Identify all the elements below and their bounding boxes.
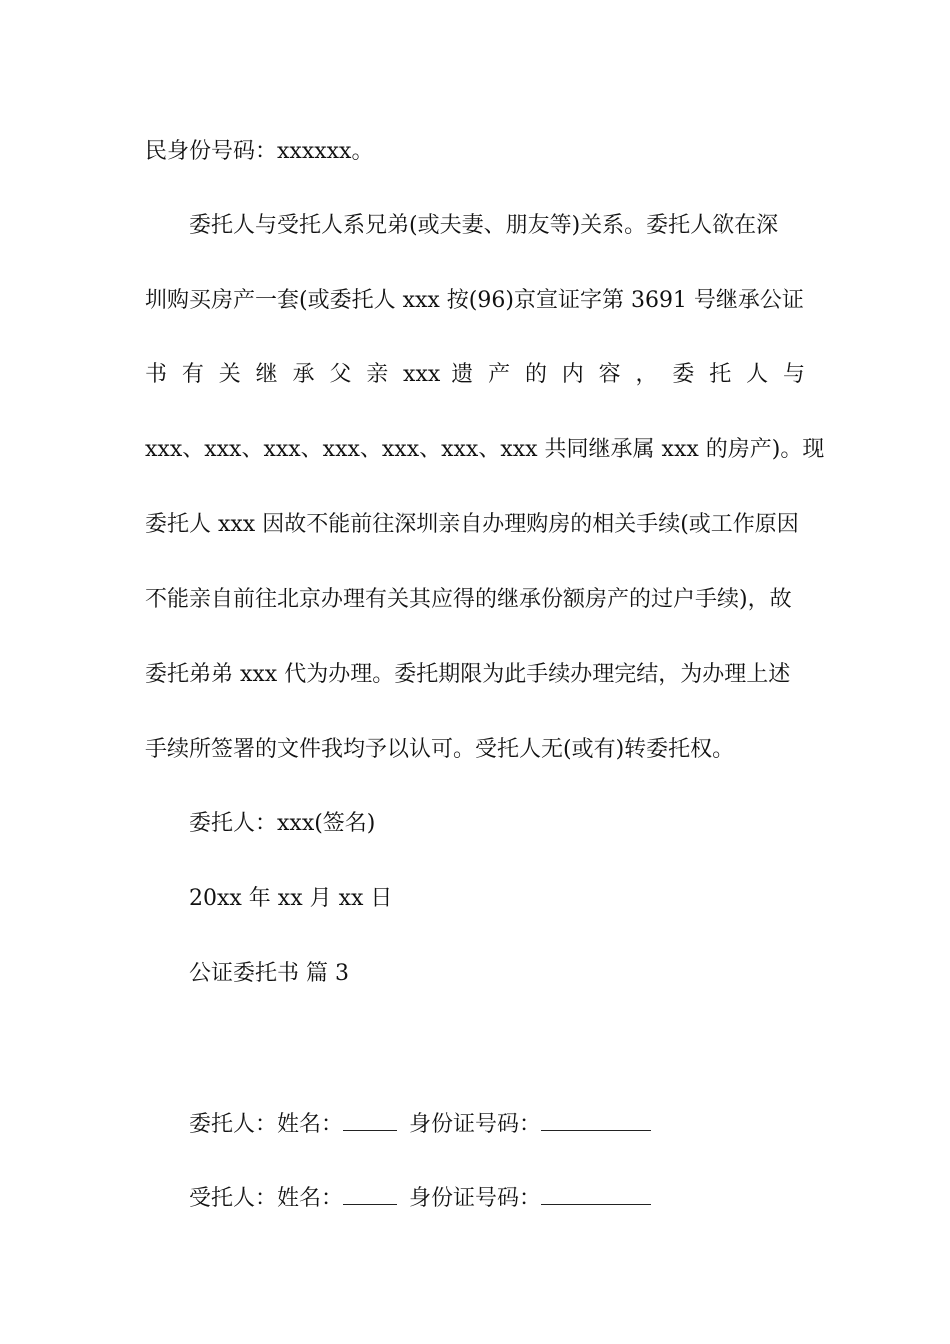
text-line-5: xxx、xxx、xxx、xxx、xxx、xxx、xxx 共同继承属 xxx 的房产)。现: [145, 437, 825, 462]
text-line-6: 委托人 xxx 因故不能前往深圳亲自办理购房的相关手续(或工作原因: [145, 512, 799, 537]
text-line-9: 手续所签署的文件我均予以认可。受托人无(或有)转委托权。: [145, 737, 735, 762]
signature-line: 委托人：xxx(签名): [189, 811, 376, 836]
text-line-1: 民身份号码：xxxxxx。: [145, 139, 374, 164]
agent-id-blank[interactable]: [541, 1182, 651, 1205]
text-line-2: 委托人与受托人系兄弟(或夫妻、朋友等)关系。委托人欲在深: [189, 213, 779, 238]
principal-name-blank[interactable]: [343, 1108, 397, 1131]
text-line-3: 圳购买房产一套(或委托人 xxx 按(96)京宣证字第 3691 号继承公证: [145, 288, 804, 313]
agent-name-label: 受托人：姓名：: [189, 1186, 344, 1211]
principal-name-label: 委托人：姓名：: [189, 1112, 344, 1137]
agent-id-label: 身份证号码：: [409, 1186, 542, 1211]
agent-form-row: [189, 1182, 805, 1214]
text-line-7: 不能亲自前往北京办理有关其应得的继承份额房产的过户手续)，故: [145, 587, 792, 612]
principal-id-label: 身份证号码：: [409, 1112, 542, 1137]
text-line-8: 委托弟弟 xxx 代为办理。委托期限为此手续办理完结，为办理上述: [145, 662, 791, 687]
text-line-4: 书 有 关 继 承 父 亲 xxx 遗 产 的 内 容 ， 委 托 人 与: [145, 362, 805, 387]
principal-id-blank[interactable]: [541, 1108, 651, 1131]
section-title: 公证委托书 篇 3: [189, 961, 349, 986]
agent-name-blank[interactable]: [343, 1182, 397, 1205]
principal-form-row: [189, 1108, 805, 1140]
date-line: 20xx 年 xx 月 xx 日: [189, 886, 393, 911]
